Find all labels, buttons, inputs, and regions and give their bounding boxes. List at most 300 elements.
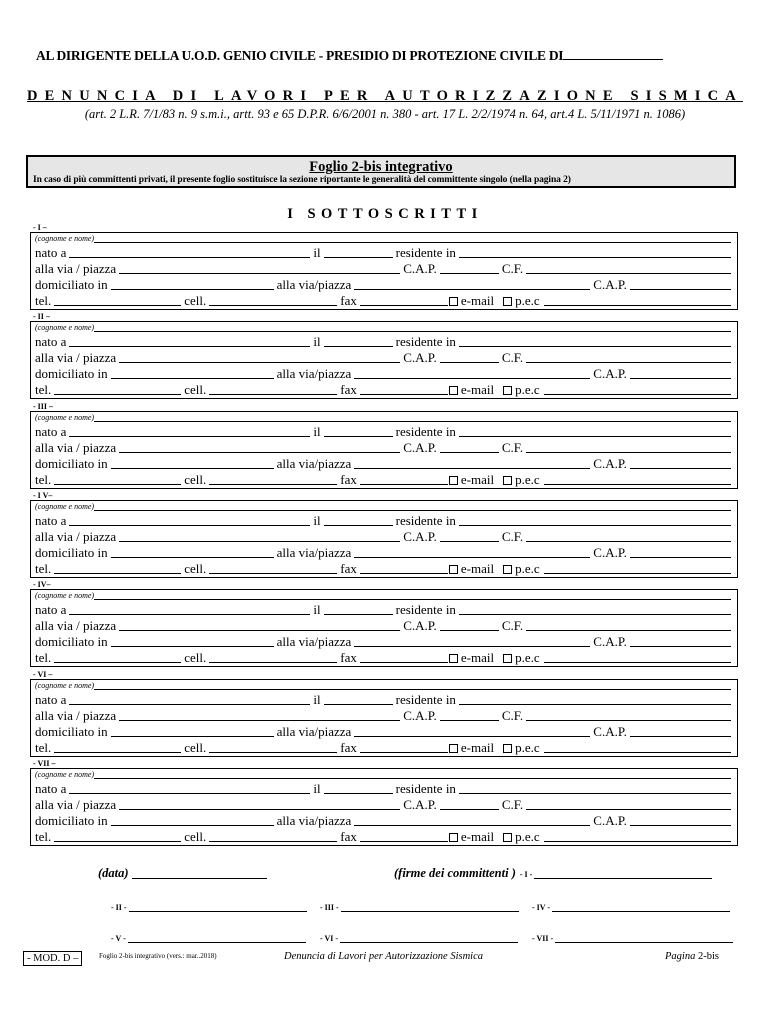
cell-field[interactable] <box>209 562 337 574</box>
foglio-note: In caso di più committenti privati, il presente foglio sostituisce la sezione riportante le generalità del committente singolo (nella pagina 2) <box>33 175 571 185</box>
email-pec-field[interactable] <box>544 741 731 753</box>
fax-field[interactable] <box>360 383 448 395</box>
name-field[interactable] <box>94 770 731 779</box>
domicile-street-label: alla via/piazza <box>276 366 352 381</box>
cell-field[interactable] <box>209 473 337 485</box>
cap-field[interactable] <box>440 619 499 631</box>
signatory-number: - II – <box>33 312 50 321</box>
tel-field[interactable] <box>54 562 181 574</box>
fax-field[interactable] <box>360 562 448 574</box>
name-row <box>35 502 731 512</box>
name-label: (cognome e nome) <box>35 502 95 511</box>
street-label: alla via / piazza <box>35 618 117 633</box>
street-label: alla via / piazza <box>35 708 117 723</box>
residence-field[interactable] <box>459 603 731 615</box>
birthplace-field[interactable] <box>69 246 310 258</box>
street-field[interactable] <box>119 530 400 542</box>
birthplace-field[interactable] <box>69 514 310 526</box>
contacts-row <box>35 561 731 576</box>
name-field[interactable] <box>94 413 731 422</box>
birthplace-field[interactable] <box>69 425 310 437</box>
email-checkbox[interactable] <box>449 654 458 663</box>
street-field[interactable] <box>119 441 400 453</box>
tel-label: tel. <box>35 740 52 755</box>
street-field[interactable] <box>119 351 400 363</box>
birth-row <box>35 245 731 260</box>
cf-label: C.F. <box>501 261 524 276</box>
domicile-row <box>35 545 731 560</box>
signatory-box <box>30 679 738 757</box>
birth-row <box>35 781 731 796</box>
tel-label: tel. <box>35 382 52 397</box>
cell-field[interactable] <box>209 383 337 395</box>
domicile-street-label: alla via/piazza <box>276 724 352 739</box>
signature-field-6[interactable] <box>340 934 518 943</box>
birthdate-label: il <box>313 424 321 439</box>
signature-row <box>532 903 730 912</box>
birthplace-field[interactable] <box>69 693 310 705</box>
birthplace-label: nato a <box>35 424 67 439</box>
signatory-number: - III – <box>33 402 54 411</box>
name-field[interactable] <box>94 591 731 600</box>
birthdate-label: il <box>313 692 321 707</box>
address-row <box>35 350 731 365</box>
birthdate-field[interactable] <box>324 335 393 347</box>
domicile-field[interactable] <box>111 725 274 737</box>
birthplace-field[interactable] <box>69 335 310 347</box>
signatory-box <box>30 589 738 667</box>
cell-field[interactable] <box>209 651 337 663</box>
pec-label: p.e.c <box>515 382 540 397</box>
pec-label: p.e.c <box>515 472 540 487</box>
tel-field[interactable] <box>54 741 181 753</box>
tel-label: tel. <box>35 293 52 308</box>
address-row <box>35 261 731 276</box>
cf-label: C.F. <box>501 350 524 365</box>
birth-row <box>35 334 731 349</box>
signature-row <box>532 934 733 943</box>
birthdate-field[interactable] <box>324 425 393 437</box>
signatory-number: - VI – <box>33 670 53 679</box>
domicile-cap-field[interactable] <box>630 278 731 290</box>
birthdate-field[interactable] <box>324 514 393 526</box>
birthplace-field[interactable] <box>69 782 310 794</box>
birth-row <box>35 424 731 439</box>
domicile-cap-field[interactable] <box>630 367 731 379</box>
email-pec-field[interactable] <box>544 294 731 306</box>
birthdate-label: il <box>313 245 321 260</box>
domicile-street-field[interactable] <box>354 814 590 826</box>
tel-field[interactable] <box>54 473 181 485</box>
cap-label: C.A.P. <box>403 440 437 455</box>
signatory-number: - IV– <box>33 580 51 589</box>
domicile-street-label: alla via/piazza <box>276 634 352 649</box>
email-checkbox[interactable] <box>449 297 458 306</box>
footer-page <box>665 951 719 962</box>
birthplace-label: nato a <box>35 781 67 796</box>
pec-checkbox[interactable] <box>503 386 512 395</box>
email-pec-field[interactable] <box>544 651 731 663</box>
signatory-box <box>30 411 738 489</box>
domicile-label: domiciliato in <box>35 545 108 560</box>
domicile-label: domiciliato in <box>35 724 108 739</box>
name-label: (cognome e nome) <box>35 681 95 690</box>
street-field[interactable] <box>119 619 400 631</box>
domicile-street-field[interactable] <box>354 457 590 469</box>
name-label: (cognome e nome) <box>35 770 95 779</box>
pec-label: p.e.c <box>515 293 540 308</box>
domicile-label: domiciliato in <box>35 813 108 828</box>
address-row <box>35 529 731 544</box>
tel-field[interactable] <box>54 830 181 842</box>
street-field[interactable] <box>119 798 400 810</box>
cf-label: C.F. <box>501 708 524 723</box>
email-label: e-mail <box>460 472 495 487</box>
cap-field[interactable] <box>440 530 499 542</box>
fax-label: fax <box>340 472 357 487</box>
domicile-street-field[interactable] <box>354 725 590 737</box>
signature-number: - IV - <box>532 903 551 912</box>
domicile-cap-field[interactable] <box>630 546 731 558</box>
residence-field[interactable] <box>459 782 731 794</box>
residence-label: residente in <box>395 781 456 796</box>
name-label: (cognome e nome) <box>35 323 95 332</box>
street-label: alla via / piazza <box>35 440 117 455</box>
pec-checkbox[interactable] <box>503 744 512 753</box>
domicile-row <box>35 456 731 471</box>
address-row <box>35 708 731 723</box>
domicile-cap-label: C.A.P. <box>593 456 627 471</box>
signatory-box <box>30 500 738 578</box>
signatory-block <box>30 759 738 846</box>
domicile-street-field[interactable] <box>354 546 590 558</box>
residence-label: residente in <box>395 245 456 260</box>
address-row <box>35 797 731 812</box>
street-label: alla via / piazza <box>35 797 117 812</box>
cap-label: C.A.P. <box>403 529 437 544</box>
residence-field[interactable] <box>459 693 731 705</box>
address-row <box>35 440 731 455</box>
date-blank-field[interactable] <box>132 868 267 879</box>
email-pec-field[interactable] <box>544 473 731 485</box>
name-row <box>35 681 731 691</box>
cf-field[interactable] <box>526 351 731 363</box>
address-row <box>35 618 731 633</box>
email-label: e-mail <box>460 740 495 755</box>
name-row <box>35 234 731 244</box>
domicile-row <box>35 366 731 381</box>
residence-field[interactable] <box>459 425 731 437</box>
cf-field[interactable] <box>526 262 731 274</box>
signature-field-4[interactable] <box>552 903 730 912</box>
pec-checkbox[interactable] <box>503 654 512 663</box>
cf-field[interactable] <box>526 619 731 631</box>
name-label: (cognome e nome) <box>35 234 95 243</box>
name-row <box>35 591 731 601</box>
birthdate-label: il <box>313 513 321 528</box>
footer-version: Foglio 2-bis integrativo (vers.: mar..2018) <box>99 952 217 960</box>
domicile-row <box>35 277 731 292</box>
name-field[interactable] <box>94 234 731 243</box>
domicile-field[interactable] <box>111 546 274 558</box>
contacts-row <box>35 650 731 665</box>
fax-field[interactable] <box>360 741 448 753</box>
email-pec-field[interactable] <box>544 830 731 842</box>
signatory-number: - VII – <box>33 759 56 768</box>
cap-field[interactable] <box>440 709 499 721</box>
residence-label: residente in <box>395 424 456 439</box>
page-number: 2-bis <box>697 951 719 962</box>
cap-field[interactable] <box>440 798 499 810</box>
domicile-street-label: alla via/piazza <box>276 813 352 828</box>
domicile-label: domiciliato in <box>35 366 108 381</box>
domicile-cap-label: C.A.P. <box>593 813 627 828</box>
signatory-box <box>30 321 738 399</box>
page-footer <box>0 951 770 967</box>
domicile-cap-label: C.A.P. <box>593 634 627 649</box>
signatory-block <box>30 670 738 757</box>
domicile-cap-label: C.A.P. <box>593 366 627 381</box>
residence-label: residente in <box>395 513 456 528</box>
domicile-label: domiciliato in <box>35 456 108 471</box>
cf-field[interactable] <box>526 441 731 453</box>
page-label: Pagina <box>665 951 696 962</box>
residence-field[interactable] <box>459 514 731 526</box>
birthdate-label: il <box>313 781 321 796</box>
contacts-row <box>35 740 731 755</box>
signatory-block <box>30 223 738 310</box>
signature-row <box>111 903 307 912</box>
fax-label: fax <box>340 293 357 308</box>
email-label: e-mail <box>460 650 495 665</box>
signature-field-5[interactable] <box>128 934 306 943</box>
signatory-number: - I V– <box>33 491 53 500</box>
signature-row <box>111 934 306 943</box>
domicile-cap-field[interactable] <box>630 457 731 469</box>
domicile-cap-field[interactable] <box>630 814 731 826</box>
name-row <box>35 770 731 780</box>
fax-field[interactable] <box>360 473 448 485</box>
cap-label: C.A.P. <box>403 350 437 365</box>
name-label: (cognome e nome) <box>35 591 95 600</box>
email-checkbox[interactable] <box>449 476 458 485</box>
legal-reference: (art. 2 L.R. 7/1/83 n. 9 s.m.i., artt. 93 e 65 D.P.R. 6/6/2001 n. 380 - art. 17 L. 2/2/1974 n. 64, art.4 L. 5/11/1971 n. 1086) <box>84 107 686 121</box>
name-field[interactable] <box>94 681 731 690</box>
domicile-field[interactable] <box>111 457 274 469</box>
street-label: alla via / piazza <box>35 261 117 276</box>
residence-label: residente in <box>395 602 456 617</box>
signature-field-2[interactable] <box>129 903 307 912</box>
birthdate-field[interactable] <box>324 603 393 615</box>
domicile-field[interactable] <box>111 814 274 826</box>
cap-label: C.A.P. <box>403 618 437 633</box>
signature-number: - V - <box>111 934 126 943</box>
date-field <box>98 866 267 881</box>
birthplace-label: nato a <box>35 334 67 349</box>
pec-label: p.e.c <box>515 561 540 576</box>
birth-row <box>35 602 731 617</box>
signature-field-3[interactable] <box>341 903 519 912</box>
signature-number: - VI - <box>320 934 339 943</box>
birthdate-field[interactable] <box>324 693 393 705</box>
fax-label: fax <box>340 382 357 397</box>
birthplace-label: nato a <box>35 513 67 528</box>
cf-field[interactable] <box>526 530 731 542</box>
contacts-row <box>35 382 731 397</box>
domicile-cap-label: C.A.P. <box>593 724 627 739</box>
domicile-field[interactable] <box>111 367 274 379</box>
cell-field[interactable] <box>209 294 337 306</box>
addressee-line <box>36 46 736 64</box>
fax-field[interactable] <box>360 651 448 663</box>
tel-label: tel. <box>35 829 52 844</box>
fax-label: fax <box>340 740 357 755</box>
signatory-number: - I – <box>33 223 47 232</box>
signatory-block <box>30 402 738 489</box>
tel-field[interactable] <box>54 383 181 395</box>
domicile-street-field[interactable] <box>354 635 590 647</box>
signatory-block <box>30 491 738 578</box>
cell-label: cell. <box>184 829 207 844</box>
residence-field[interactable] <box>459 335 731 347</box>
name-field[interactable] <box>94 502 731 511</box>
fax-field[interactable] <box>360 294 448 306</box>
email-label: e-mail <box>460 561 495 576</box>
signatory-box <box>30 232 738 310</box>
cell-field[interactable] <box>209 741 337 753</box>
cell-label: cell. <box>184 382 207 397</box>
contacts-row <box>35 472 731 487</box>
signature-number: - II - <box>111 903 127 912</box>
pec-label: p.e.c <box>515 740 540 755</box>
tel-label: tel. <box>35 650 52 665</box>
fax-label: fax <box>340 561 357 576</box>
addressee-blank-field[interactable] <box>563 46 663 60</box>
cf-label: C.F. <box>501 529 524 544</box>
email-checkbox[interactable] <box>449 565 458 574</box>
cf-label: C.F. <box>501 618 524 633</box>
foglio-title: Foglio 2-bis integrativo <box>309 159 453 175</box>
birthplace-label: nato a <box>35 602 67 617</box>
birthdate-label: il <box>313 334 321 349</box>
domicile-street-label: alla via/piazza <box>276 277 352 292</box>
footer-document-name: Denuncia di Lavori per Autorizzazione Sismica <box>284 951 484 962</box>
email-label: e-mail <box>460 382 495 397</box>
street-field[interactable] <box>119 709 400 721</box>
foglio-header-box <box>26 155 736 188</box>
birthplace-label: nato a <box>35 245 67 260</box>
domicile-cap-field[interactable] <box>630 635 731 647</box>
fax-label: fax <box>340 829 357 844</box>
email-pec-field[interactable] <box>544 383 731 395</box>
name-field[interactable] <box>94 323 731 332</box>
cf-field[interactable] <box>526 798 731 810</box>
addressee-text: AL DIRIGENTE DELLA U.O.D. GENIO CIVILE - PRESIDIO DI PROTEZIONE CIVILE DI <box>36 48 564 63</box>
cf-field[interactable] <box>526 709 731 721</box>
contacts-row <box>35 293 731 308</box>
cap-field[interactable] <box>440 441 499 453</box>
signature-number: - I - <box>519 870 533 879</box>
mod-badge: - MOD. D – <box>23 951 82 966</box>
cell-label: cell. <box>184 561 207 576</box>
email-label: e-mail <box>460 829 495 844</box>
signature-field-7[interactable] <box>555 934 733 943</box>
signatory-block <box>30 580 738 667</box>
birth-row <box>35 513 731 528</box>
cap-field[interactable] <box>440 351 499 363</box>
tel-field[interactable] <box>54 294 181 306</box>
pec-checkbox[interactable] <box>503 565 512 574</box>
pec-checkbox[interactable] <box>503 833 512 842</box>
signature-field-1[interactable] <box>534 868 712 879</box>
signature-number: - III - <box>320 903 339 912</box>
birth-row <box>35 692 731 707</box>
street-label: alla via / piazza <box>35 529 117 544</box>
email-pec-field[interactable] <box>544 562 731 574</box>
domicile-row <box>35 724 731 739</box>
email-checkbox[interactable] <box>449 744 458 753</box>
cell-label: cell. <box>184 740 207 755</box>
pec-label: p.e.c <box>515 650 540 665</box>
domicile-row <box>35 813 731 828</box>
cell-label: cell. <box>184 650 207 665</box>
fax-field[interactable] <box>360 830 448 842</box>
birthdate-field[interactable] <box>324 246 393 258</box>
domicile-street-field[interactable] <box>354 278 590 290</box>
birthdate-field[interactable] <box>324 782 393 794</box>
domicile-street-field[interactable] <box>354 367 590 379</box>
contacts-row <box>35 829 731 844</box>
signature-row <box>320 903 519 912</box>
signatures-label: (firme dei committenti ) <box>394 866 516 880</box>
domicile-cap-field[interactable] <box>630 725 731 737</box>
signature-row <box>320 934 518 943</box>
street-field[interactable] <box>119 262 400 274</box>
pec-checkbox[interactable] <box>503 476 512 485</box>
domicile-label: domiciliato in <box>35 277 108 292</box>
domicile-field[interactable] <box>111 635 274 647</box>
signature-number: - VII - <box>532 934 554 943</box>
tel-label: tel. <box>35 472 52 487</box>
street-label: alla via / piazza <box>35 350 117 365</box>
cap-field[interactable] <box>440 262 499 274</box>
email-label: e-mail <box>460 293 495 308</box>
domicile-row <box>35 634 731 649</box>
name-row <box>35 413 731 423</box>
residence-label: residente in <box>395 334 456 349</box>
email-checkbox[interactable] <box>449 386 458 395</box>
signatory-block <box>30 312 738 399</box>
domicile-field[interactable] <box>111 278 274 290</box>
signatures-header <box>394 866 712 881</box>
name-label: (cognome e nome) <box>35 413 95 422</box>
residence-field[interactable] <box>459 246 731 258</box>
email-checkbox[interactable] <box>449 833 458 842</box>
name-row <box>35 323 731 333</box>
domicile-cap-label: C.A.P. <box>593 277 627 292</box>
date-label: (data) <box>98 866 129 880</box>
cell-field[interactable] <box>209 830 337 842</box>
pec-checkbox[interactable] <box>503 297 512 306</box>
fax-label: fax <box>340 650 357 665</box>
cf-label: C.F. <box>501 797 524 812</box>
document-title: DENUNCIA DI LAVORI PER AUTORIZZAZIONE SISMICA <box>27 88 743 104</box>
tel-field[interactable] <box>54 651 181 663</box>
tel-label: tel. <box>35 561 52 576</box>
residence-label: residente in <box>395 692 456 707</box>
cell-label: cell. <box>184 472 207 487</box>
birthplace-field[interactable] <box>69 603 310 615</box>
